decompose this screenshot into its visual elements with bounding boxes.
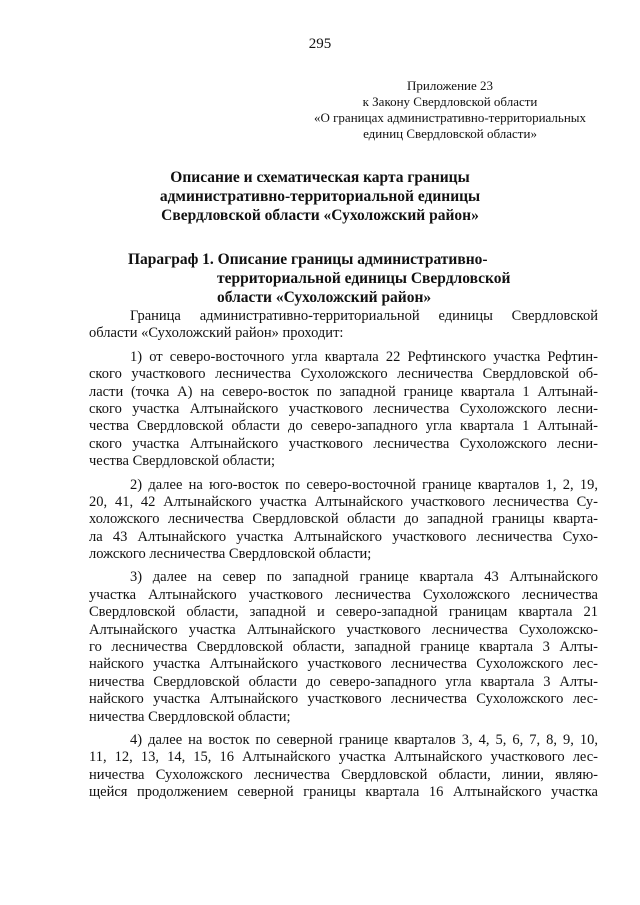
text-line: щейся продолжением северной границы квартала 16 Алтынайского участка: [89, 784, 598, 801]
text-line: 11, 12, 13, 14, 15, 16 Алтынайского участка Алтынайского участкового лес-: [89, 749, 598, 766]
text-line: 4) далее на восток по северной границе кварталов 3, 4, 5, 6, 7, 8, 9, 10,: [130, 731, 598, 748]
heading-line: области «Сухоложский район»: [217, 289, 432, 306]
text-line: ничества Свердловской области до северо-западного угла квартала 3 Алты-: [89, 673, 598, 690]
text-line: го лесничества Свердловской области, западной границе квартала 3 Алты-: [89, 639, 598, 656]
text-line: Алтынайского участка Алтынайского участкового лесничества Сухоложско-: [89, 621, 598, 638]
page-number: 295: [308, 36, 332, 52]
paragraph-item-1: [89, 349, 598, 471]
text-line: ла 43 Алтынайского участка Алтынайского участкового лесничества Сухо-: [89, 528, 598, 545]
paragraph-item-2: [89, 477, 598, 564]
text-line: участка Алтынайского участкового лесничества Сухоложского лесничества: [89, 586, 598, 603]
document-body: [89, 308, 598, 808]
paragraph-intro: [89, 308, 598, 343]
text-line: ничества Сухоложского лесничества Свердловской области, линии, являю-: [89, 766, 598, 783]
text-line: 2) далее на юго-восток по северо-восточной границе кварталов 1, 2, 19,: [130, 476, 598, 493]
text-line: Граница административно-территориальной единицы Свердловской: [130, 308, 598, 324]
text-line: ложского лесничества Свердловской области;: [89, 546, 372, 563]
heading-line: территориальной единицы Свердловской: [217, 270, 511, 287]
heading-line: Параграф 1. Описание границы административно-: [128, 251, 488, 268]
text-line: найского участка Алтынайского участкового лесничества Сухоложского лес-: [89, 656, 598, 673]
text-line: Свердловской области, западной и северо-западной границам квартала 21: [89, 604, 598, 621]
text-line: найского участка Алтынайского участкового лесничества Сухоложского лес-: [89, 691, 598, 708]
text-line: холожского лесничества Свердловской области до западной границы кварта-: [89, 511, 598, 528]
document-title: [0, 168, 640, 225]
title-line: Описание и схематическая карта границы: [170, 169, 470, 186]
title-line: административно-территориальной единицы: [159, 188, 481, 205]
text-line: ского участкового лесничества Сухоложского лесничества Свердловской об-: [89, 366, 598, 383]
appendix-line: Приложение 23: [406, 78, 494, 93]
paragraph-item-3: [89, 569, 598, 726]
text-line: 1) от северо-восточного угла квартала 22 Рефтинского участка Рефтин-: [130, 348, 598, 365]
text-line: ничества Свердловской области;: [89, 708, 291, 725]
text-line: чества Свердловской области до северо-западного угла квартала 1 Алтынай-: [89, 418, 598, 435]
appendix-line: единиц Свердловской области»: [363, 126, 537, 141]
paragraph-item-4: [89, 732, 598, 802]
appendix-line: к Закону Свердловской области: [362, 94, 538, 109]
text-line: ласти (точка А) на северо-восток по западной границе квартала 1 Алтынай-: [89, 383, 598, 400]
text-line: ского участка Алтынайского участкового лесничества Сухоложского лесни-: [89, 435, 598, 452]
title-line: Свердловской области «Сухоложский район»: [161, 207, 479, 224]
appendix-note: [300, 78, 600, 142]
text-line: 20, 41, 42 Алтынайского участка Алтынайского участкового лесничества Су-: [89, 493, 598, 510]
text-line: ского участка Алтынайского участкового лесничества Сухоложского лесни-: [89, 400, 598, 417]
appendix-line: «О границах административно-территориальных: [313, 110, 587, 125]
text-line: области «Сухоложский район» проходит:: [89, 325, 344, 342]
text-line: чества Свердловской области;: [89, 453, 276, 470]
section-heading: [128, 250, 598, 307]
text-line: 3) далее на север по западной границе квартала 43 Алтынайского: [130, 569, 598, 586]
